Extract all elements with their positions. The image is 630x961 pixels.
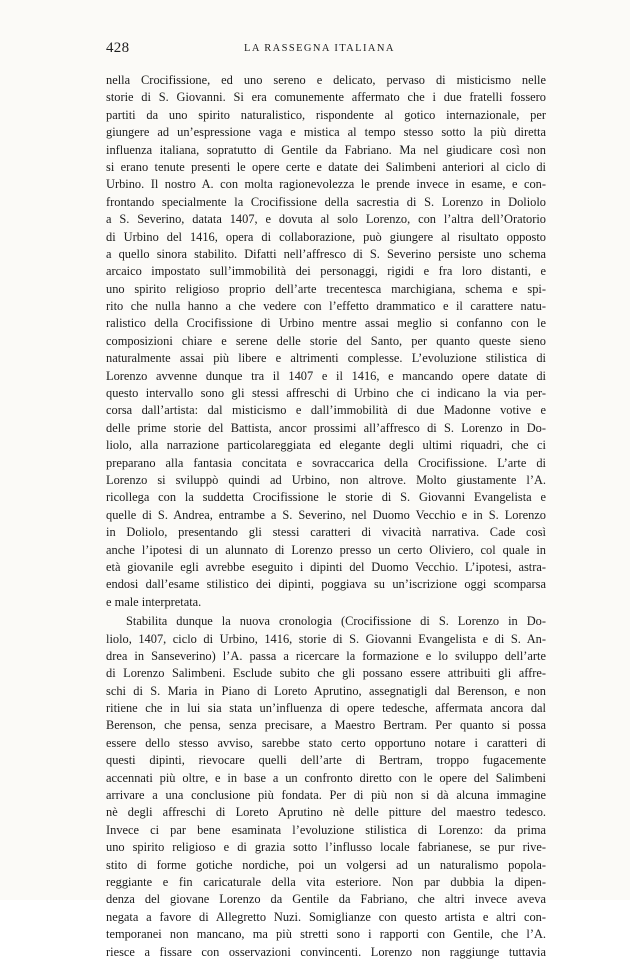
text-line: arcaico impostato sull’immobilità dei personaggi, rigidi e fra loro distanti, e xyxy=(106,264,546,279)
text-line: e male interpretata. xyxy=(106,594,202,609)
text-line: composizioni chiare e serene delle storie del Santo, per quanto queste sieno xyxy=(106,333,546,348)
text-line: uno spirito religioso proprio dell’arte trecentesca marchigiana, schema e spi- xyxy=(106,281,546,296)
text-line: influenza italiana, sopratutto di Gentile da Fabriano. Ma nel giudicare così non xyxy=(106,142,546,157)
text-line: nella Crocifissione, ed uno sereno e delicato, pervaso di misticismo nelle xyxy=(106,73,546,87)
text-line: anche l’ipotesi di un alunnato di Lorenzo presso un certo Oliviero, col quale in xyxy=(106,542,546,557)
text-line: naturalmente assai più libere e altrimenti complesse. L’evoluzione stilistica di xyxy=(106,351,546,366)
text-line: Berenson, che pensa, senza precisare, a Maestro Bertram. Per quanto si possa xyxy=(106,718,546,733)
text-line: schi di S. Maria in Piano di Loreto Aprutino, assegnatigli dal Berenson, e non xyxy=(106,683,546,698)
text-line: frontando specialmente la Crocifissione della sacrestia di S. Lorenzo in Doliolo xyxy=(106,194,546,209)
page-number: 428 xyxy=(106,40,130,56)
text-line: rito che nulla hanno a che vedere con l’effetto drammatico e il carattere natu- xyxy=(106,299,546,314)
text-line: Invece ci par bene esaminata l’evoluzione stilistica di Lorenzo: da prima xyxy=(106,822,546,837)
text-line: giungere ad un’espressione vaga e mistica al tempo stesso sotto la più diretta xyxy=(106,125,546,140)
text-line: endosi dall’esame stilistico dei dipinti, poggiava su un’iscrizione oggi scomparsa xyxy=(106,577,546,592)
paragraph-2 xyxy=(106,613,546,961)
text-line: storie di S. Giovanni. Si era comunemente affermato che i due fratelli fossero xyxy=(106,90,546,105)
text-line: questo intervallo sono gli stessi affreschi di Urbino che ci indicano la via per- xyxy=(106,386,546,401)
page-header xyxy=(106,40,546,60)
text-line: nè degli affreschi di Loreto Aprutino nè delle pitture del maestro tedesco. xyxy=(106,805,546,820)
text-line: ritiene che in lui sia stata un’influenza di opere tedesche, affermata ancora dal xyxy=(106,701,546,716)
paragraph-1 xyxy=(106,72,546,611)
text-line: a S. Severino, datata 1407, e dovuta al solo Lorenzo, con l’altra dell’Oratorio xyxy=(106,212,546,227)
text-line: drea in Sanseverino) l’A. passa a ricercare la formazione e lo sviluppo dell’arte xyxy=(106,648,546,663)
text-line: reggiante e fin caricaturale della vita esteriore. Non par dubbia la dipen- xyxy=(106,874,546,889)
text-line: ralistico della Crocifissione di Urbino mentre assai meglio si confanno con le xyxy=(106,316,546,331)
text-line: età giovanile egli avrebbe eseguito i dipinti del Duomo Vecchio. L’ipotesi, astra- xyxy=(106,559,546,574)
text-line: di Lorenzo Salimbeni. Esclude subito che gli possano essere attribuiti gli affre- xyxy=(106,666,546,681)
text-line: ricollega con la suddetta Crocifissione le storie di S. Giovanni Evangelista e xyxy=(106,490,546,505)
text-line: preparano alla fantasia concitata e sovraccarica della Crocifissione. L’arte di xyxy=(106,455,546,470)
text-line: Stabilita dunque la nuova cronologia (Crocifissione di S. Lorenzo in Do- xyxy=(126,614,546,629)
text-line: denza del giovane Lorenzo da Gentile da Fabriano, che altri invece aveva xyxy=(106,892,546,907)
text-line: quelle di S. Andrea, entrambe a S. Severino, nel Duomo Vecchio e in S. Lorenzo xyxy=(106,507,546,522)
text-line: questi dipinti, rievocare quelli dell’arte di Bertram, troppo fugacemente xyxy=(106,753,546,768)
text-line: temporanei non mancano, ma più stretti sono i rapporti con Gentile, che l’A. xyxy=(106,927,546,942)
text-line: di Urbino del 1416, opera di collaborazione, può giungere al risultato opposto xyxy=(106,229,546,244)
text-line: a quello sinora stabilito. Difatti nell’affresco di S. Severino persiste uno schema xyxy=(106,246,546,261)
text-line: delle prime storie del Battista, ancor prossimi all’affresco di S. Lorenzo in Do- xyxy=(106,420,546,435)
text-line: liolo, alla narrazione particolareggiata ed elegante degli ultimi riquadri, che ci xyxy=(106,438,546,453)
text-line: accennati più oltre, e in base a un confronto diretto con le opere del Salimbeni xyxy=(106,770,546,785)
text-line: negata a favore di Allegretto Nuzi. Somiglianze con questo artista e altri con- xyxy=(106,909,546,924)
running-title: LA RASSEGNA ITALIANA xyxy=(244,43,395,54)
text-line: Lorenzo si sviluppò quindi ad Urbino, non altrove. Molto giustamente l’A. xyxy=(106,472,546,487)
text-line: corsa dall’artista: dal misticismo e dall’immobilità di due Madonne votive e xyxy=(106,403,546,418)
text-line: in Doliolo, presentando gli stessi caratteri di vivacità narrativa. Cade così xyxy=(106,525,546,540)
text-line: stito di forme gotiche nordiche, poi un volgersi ad un naturalismo popola- xyxy=(106,857,546,872)
body-text xyxy=(106,72,546,961)
text-line: liolo, 1407, ciclo di Urbino, 1416, storie di S. Giovanni Evangelista e di S. An- xyxy=(106,631,546,646)
text-line: si erano tenute presenti le opere certe e datate dei Salimbeni anteriori al ciclo di xyxy=(106,159,546,174)
text-line: Urbino. Il nostro A. con molta ragionevolezza le prende invece in esame, e con- xyxy=(106,177,546,192)
text-line: essere dello stesso avviso, sarebbe stato certo opportuno notare i caratteri di xyxy=(106,735,546,750)
text-line: partiti da uno spirito naturalistico, rispondente al gotico internazionale, per xyxy=(106,107,546,122)
text-line: uno spirito religioso e di grazia sotto l’influsso locale fabrianese, se pur rive- xyxy=(106,840,546,855)
text-line: riesce a fissare con osservazioni convincenti. Lorenzo non raggiunge tuttavia xyxy=(106,944,546,959)
text-line: Lorenzo avvenne dunque tra il 1407 e il 1416, e mancando opere datate di xyxy=(106,368,546,383)
text-line: arrivare a una conclusione più fondata. Per di più non si dà alcuna immagine xyxy=(106,788,546,803)
